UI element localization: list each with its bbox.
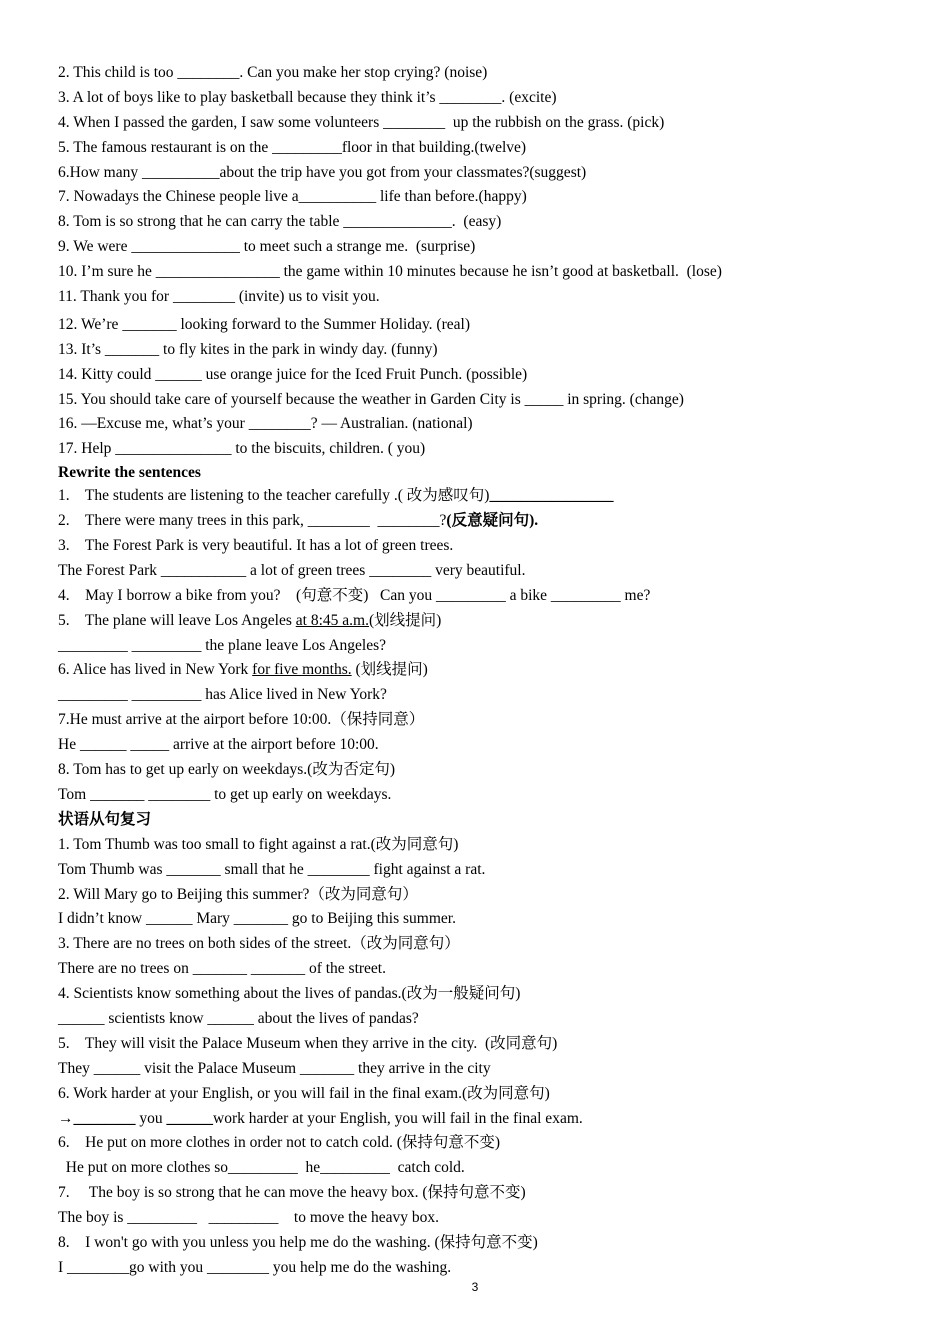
adverbial-line: 3. There are no trees on both sides of the street.（改为同意句） — [58, 935, 460, 953]
adverbial-line: 1. Tom Thumb was too small to fight against a rat.(改为同意句) — [58, 835, 459, 853]
fill-in-item-16: 16. —Excuse me, what’s your ________? — Australian. (national) — [58, 415, 473, 433]
rewrite-item-5 — [58, 609, 918, 634]
adverbial-line: There are no trees on _______ _______ of the street. — [58, 960, 386, 978]
adverbial-line: 4. Scientists know something about the lives of pandas.(改为一般疑问句) — [58, 985, 521, 1003]
fill-in-item-7: 7. Nowadays the Chinese people live a__________ life than before.(happy) — [58, 188, 527, 206]
fill-in-item-6: 6.How many __________about the trip have you got from your classmates?(suggest) — [58, 163, 587, 181]
fill-in-item-3: 3. A lot of boys like to play basketball because they think it’s ________. (excite) — [58, 88, 557, 106]
fill-in-item-5: 5. The famous restaurant is on the _________floor in that building.(twelve) — [58, 138, 527, 156]
arrow-line-blank-2: ______ — [166, 1109, 213, 1127]
worksheet-page — [58, 61, 918, 1281]
rewrite-item-8: 8. Tom has to get up early on weekdays.(改为否定句) — [58, 761, 395, 779]
fill-in-item-10: 10. I’m sure he ________________ the game within 10 minutes because he isn’t good at basketball. (lose) — [58, 263, 722, 281]
fill-in-item-13: 13. It’s _______ to fly kites in the park in windy day. (funny) — [58, 340, 438, 358]
rewrite-item-1-blank: ________________ — [489, 487, 614, 505]
page-number: 3 — [471, 1280, 479, 1294]
fill-in-item-17: 17. Help _______________ to the biscuits, children. ( you) — [58, 440, 426, 458]
fill-in-item-4: 4. When I passed the garden, I saw some volunteers ________ up the rubbish on the grass. (pick) — [58, 113, 665, 131]
rewrite-item-4: 4. May I borrow a bike from you? (句意不变) Can you _________ a bike _________ me? — [58, 586, 651, 604]
rewrite-item-6 — [58, 658, 918, 683]
rewrite-item-7: 7.He must arrive at the airport before 10:00.（保持同意） — [58, 711, 425, 729]
rewrite-item-1-text: 1. The students are listening to the teacher carefully .( 改为感叹句) — [58, 487, 490, 505]
adverbial-line: Tom Thumb was _______ small that he ________ fight against a rat. — [58, 860, 486, 878]
arrow-line-text-1: you — [135, 1109, 167, 1127]
rewrite-item-7-answer: He ______ _____ arrive at the airport before 10:00. — [58, 736, 379, 754]
fill-in-item-11: 11. Thank you for ________ (invite) us to visit you. — [58, 288, 380, 306]
arrow-icon: → — [58, 1109, 74, 1127]
adverbial-line: They ______ visit the Palace Museum _______ they arrive in the city — [58, 1059, 491, 1077]
adverbial-heading: 状语从句复习 — [58, 810, 152, 828]
rewrite-item-2-instruction: (反意疑问句). — [446, 512, 539, 530]
rewrite-item-8-answer: Tom _______ ________ to get up early on weekdays. — [58, 785, 392, 803]
adverbial-arrow-line — [58, 1107, 918, 1132]
fill-in-item-8: 8. Tom is so strong that he can carry the table ______________. (easy) — [58, 213, 502, 231]
adverbial-line: 2. Will Mary go to Beijing this summer?（改为同意句） — [58, 885, 418, 903]
rewrite-item-6-underlined: for five months. — [252, 661, 352, 679]
fill-in-item-14: 14. Kitty could ______ use orange juice for the Iced Fruit Punch. (possible) — [58, 365, 528, 383]
rewrite-heading: Rewrite the sentences — [58, 464, 201, 482]
rewrite-item-6-text: 6. Alice has lived in New York — [58, 661, 253, 679]
adverbial-line: 6. Work harder at your English, or you will fail in the final exam.(改为同意句) — [58, 1084, 550, 1102]
rewrite-item-2-text: 2. There were many trees in this park, ________ ________? — [58, 512, 447, 530]
arrow-line-text-2: work harder at your English, you will fail in the final exam. — [213, 1109, 583, 1127]
rewrite-item-3-answer: The Forest Park ___________ a lot of green trees ________ very beautiful. — [58, 561, 526, 579]
rewrite-item-2 — [58, 509, 918, 534]
adverbial-line: 7. The boy is so strong that he can move the heavy box. (保持句意不变) — [58, 1184, 526, 1202]
adverbial-line: 8. I won't go with you unless you help me do the washing. (保持句意不变) — [58, 1233, 538, 1251]
adverbial-line: ______ scientists know ______ about the lives of pandas? — [58, 1009, 419, 1027]
rewrite-item-5-text: 5. The plane will leave Los Angeles — [58, 611, 296, 629]
adverbial-line: I ________go with you ________ you help me do the washing. — [58, 1258, 452, 1276]
fill-in-item-12: 12. We’re _______ looking forward to the Summer Holiday. (real) — [58, 315, 470, 333]
adverbial-line: I didn’t know ______ Mary _______ go to Beijing this summer. — [58, 910, 456, 928]
rewrite-item-5-underlined: at 8:45 a.m. — [295, 611, 369, 629]
rewrite-item-3: 3. The Forest Park is very beautiful. It has a lot of green trees. — [58, 537, 454, 555]
rewrite-item-6-answer: _________ _________ has Alice lived in New York? — [58, 686, 387, 704]
rewrite-item-1 — [58, 484, 918, 509]
fill-in-item-9: 9. We were ______________ to meet such a strange me. (surprise) — [58, 238, 476, 256]
adverbial-line: 6. He put on more clothes in order not to catch cold. (保持句意不变) — [58, 1134, 501, 1152]
arrow-line-blank-1: ________ — [73, 1109, 136, 1127]
adverbial-line: He put on more clothes so_________ he_________ catch cold. — [58, 1159, 465, 1177]
adverbial-line: 5. They will visit the Palace Museum when they arrive in the city. (改同意句) — [58, 1034, 558, 1052]
rewrite-item-5-instruction: (划线提问) — [368, 611, 442, 629]
rewrite-item-6-instruction: (划线提问) — [351, 661, 428, 679]
fill-in-item-15: 15. You should take care of yourself because the weather in Garden City is _____ in spring. (change) — [58, 390, 684, 408]
rewrite-item-5-answer: _________ _________ the plane leave Los Angeles? — [58, 636, 387, 654]
fill-in-item-2: 2. This child is too ________. Can you make her stop crying? (noise) — [58, 64, 488, 81]
adverbial-line: The boy is _________ _________ to move the heavy box. — [58, 1209, 439, 1227]
